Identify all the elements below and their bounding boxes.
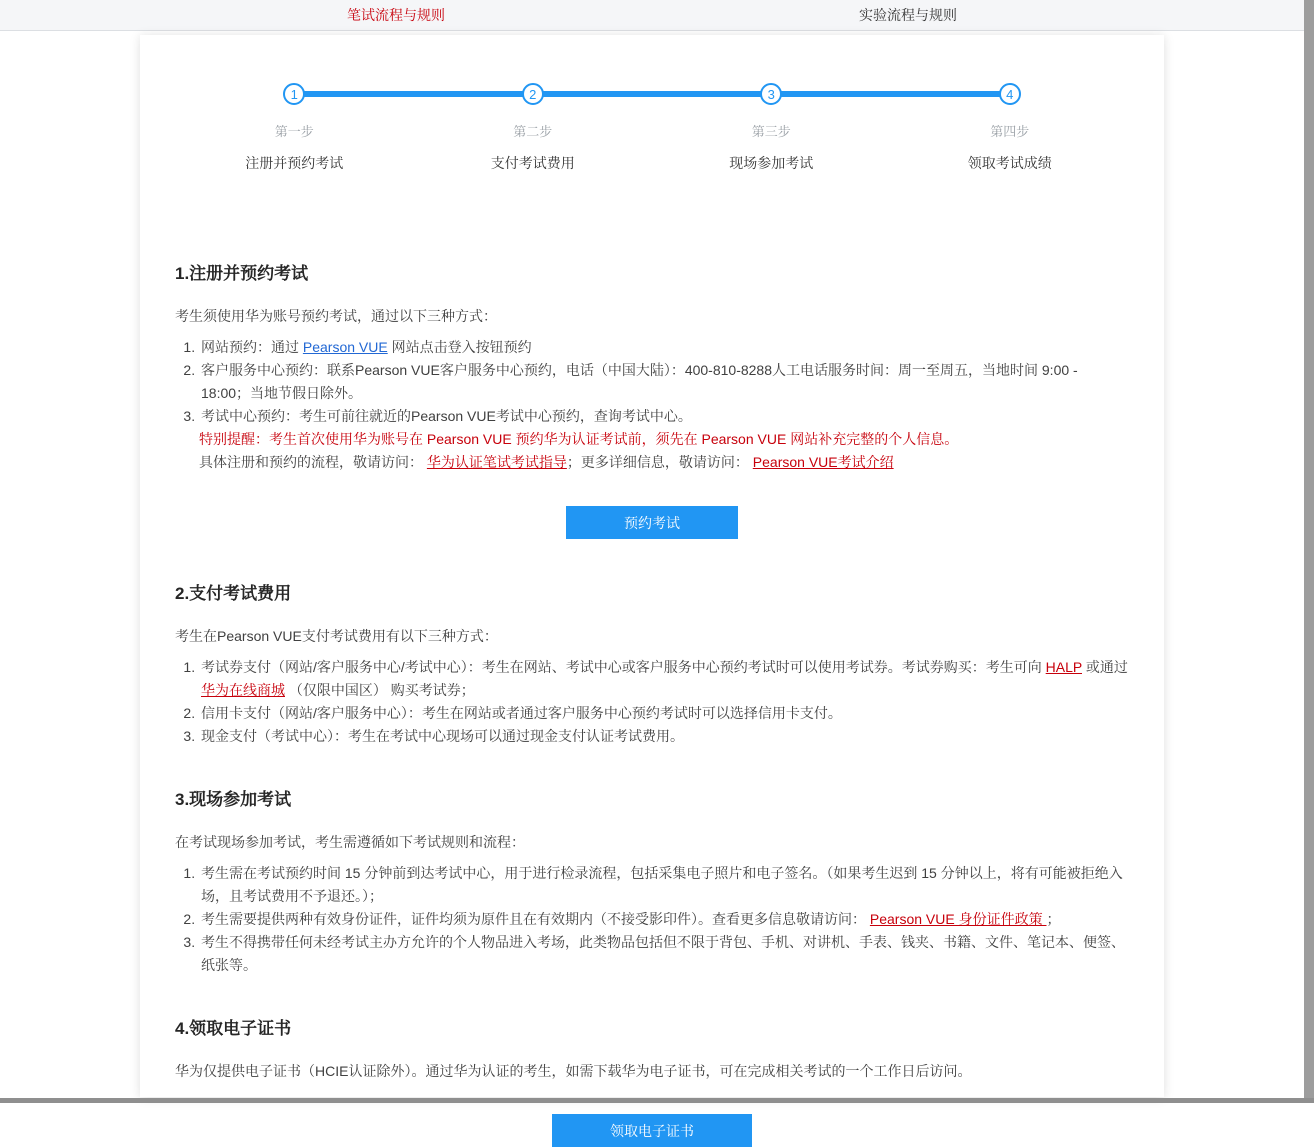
text: 信用卡支付（网站/客户服务中心）：考生在网站或者通过客户服务中心预约考试时可以选择信用卡支付。 [201, 705, 842, 721]
step-1-title: 注册并预约考试 [245, 155, 344, 171]
section-notes [175, 428, 1129, 474]
text: 客户服务中心预约：联系Pearson VUE客户服务中心预约，电话（中国大陆）：400-810-8288人工电话服务时间：周一至周五，当地时间 9:00 - 18:00；当地节假日除外。 [201, 362, 1078, 401]
list-item [199, 908, 1129, 931]
section-gap [175, 748, 1129, 785]
section-heading: 2.支付考试费用 [175, 584, 292, 603]
top-tab-bar [0, 0, 1304, 31]
stepper-step-3 [652, 83, 891, 173]
text: 考试券支付（网站/客户服务中心/考试中心）：考生在网站、考试中心或客户服务中心预约考试时可以使用考试券。考试券购买：考生可向 [201, 659, 1046, 675]
step-1-label: 第一步 [274, 124, 314, 139]
tab-lab-exam-process[interactable]: 实验流程与规则 [859, 7, 957, 23]
tab-written-exam-process[interactable]: 笔试流程与规则 [347, 7, 445, 23]
text-link[interactable]: Pearson VUE考试介绍 [752, 454, 894, 470]
claim-ecert-button[interactable]: 领取电子证书 [552, 1114, 752, 1147]
top-tab-bar-inner [140, 0, 1164, 30]
text-link[interactable]: 华为认证笔试考试指导 [426, 454, 567, 470]
list-item [199, 725, 1129, 748]
sections [175, 259, 1129, 1147]
list-item [199, 336, 1129, 359]
text: 考试中心预约：考生可前往就近的Pearson VUE考试中心预约，查询考试中心。 [201, 408, 692, 424]
text: ； [1046, 911, 1061, 927]
section [175, 259, 1129, 539]
list-item [199, 862, 1129, 908]
button-row [175, 1114, 1129, 1147]
step-2-circle-icon: 2 [522, 83, 544, 105]
section-list [175, 862, 1129, 977]
list-item [199, 405, 1129, 428]
content-card [140, 35, 1164, 1139]
text-link[interactable]: Pearson VUE [302, 339, 388, 355]
step-2-label: 第二步 [513, 124, 553, 139]
text: 具体注册和预约的流程，敬请访问： [199, 454, 427, 470]
text: （仅限中国区） 购买考试券； [285, 682, 475, 698]
vertical-scrollbar[interactable] [1304, 0, 1314, 1103]
text: 网站预约：通过 [201, 339, 303, 355]
section-heading: 3.现场参加考试 [175, 790, 292, 809]
book-exam-button[interactable]: 预约考试 [566, 506, 738, 539]
section [175, 1014, 1129, 1147]
horizontal-scrollbar[interactable] [0, 1098, 1314, 1103]
text: 网站点击登入按钮预约 [387, 339, 532, 355]
section-intro: 华为仅提供电子证书（HCIE认证除外）。通过华为认证的考生，如需下载华为电子证书，可在完成相关考试的一个工作日后访问。 [175, 1063, 972, 1079]
section [175, 579, 1129, 748]
text: 考生需在考试预约时间 15 分钟前到达考试中心，用于进行检录流程，包括采集电子照片和电子签名。（如果考生迟到 15 分钟以上，将有可能被拒绝入场，且考试费用不予退还。）； [201, 865, 1123, 904]
section-gap [175, 977, 1129, 1014]
text: 或通过 [1082, 659, 1128, 675]
text: 考生需要提供两种有效身份证件，证件均须为原件且在有效期内（不接受影印件）。查看更多信息敬请访问： [201, 911, 870, 927]
note-line [199, 428, 1129, 451]
step-4-circle-icon: 4 [999, 83, 1021, 105]
alert-text: 特别提醒：考生首次使用华为账号在 Pearson VUE 预约华为认证考试前，须先在 Pearson VUE 网站补充完整的个人信息。 [199, 431, 959, 447]
step-3-title: 现场参加考试 [729, 155, 814, 171]
section-intro: 考生须使用华为账号预约考试，通过以下三种方式： [175, 308, 497, 324]
step-4-title: 领取考试成绩 [967, 155, 1052, 171]
text-link[interactable]: HALP [1045, 659, 1082, 675]
button-row [175, 506, 1129, 539]
text-link[interactable]: 华为在线商城 [201, 682, 285, 698]
section [175, 785, 1129, 977]
list-item [199, 656, 1129, 702]
section-intro: 在考试现场参加考试，考生需遵循如下考试规则和流程： [175, 834, 525, 850]
stepper-step-4 [891, 83, 1130, 173]
text: ；更多详细信息，敬请访问： [566, 454, 753, 470]
text-link[interactable]: Pearson VUE 身份证件政策 [869, 911, 1047, 927]
stepper-step-2 [414, 83, 653, 173]
section-heading: 4.领取电子证书 [175, 1019, 292, 1038]
section-heading: 1.注册并预约考试 [175, 264, 309, 283]
stepper-row [175, 83, 1129, 173]
section-intro: 考生在Pearson VUE支付考试费用有以下三种方式： [175, 628, 498, 644]
step-3-circle-icon: 3 [760, 83, 782, 105]
list-item [199, 702, 1129, 725]
text: 现金支付（考试中心）：考生在考试中心现场可以通过现金支付认证考试费用。 [201, 728, 684, 744]
step-4-label: 第四步 [990, 124, 1030, 139]
list-item [199, 359, 1129, 405]
text: 考生不得携带任何未经考试主办方允许的个人物品进入考场，此类物品包括但不限于背包、手机、对讲机、手表、钱夹、书籍、文件、笔记本、便签、纸张等。 [201, 934, 1125, 973]
step-3-label: 第三步 [751, 124, 791, 139]
step-1-circle-icon: 1 [283, 83, 305, 105]
step-2-title: 支付考试费用 [490, 155, 575, 171]
section-list [175, 336, 1129, 428]
exam-steps-progress [175, 35, 1129, 215]
section-list [175, 656, 1129, 748]
list-item [199, 931, 1129, 977]
note-line [199, 451, 1129, 474]
stepper-step-1 [175, 83, 414, 173]
